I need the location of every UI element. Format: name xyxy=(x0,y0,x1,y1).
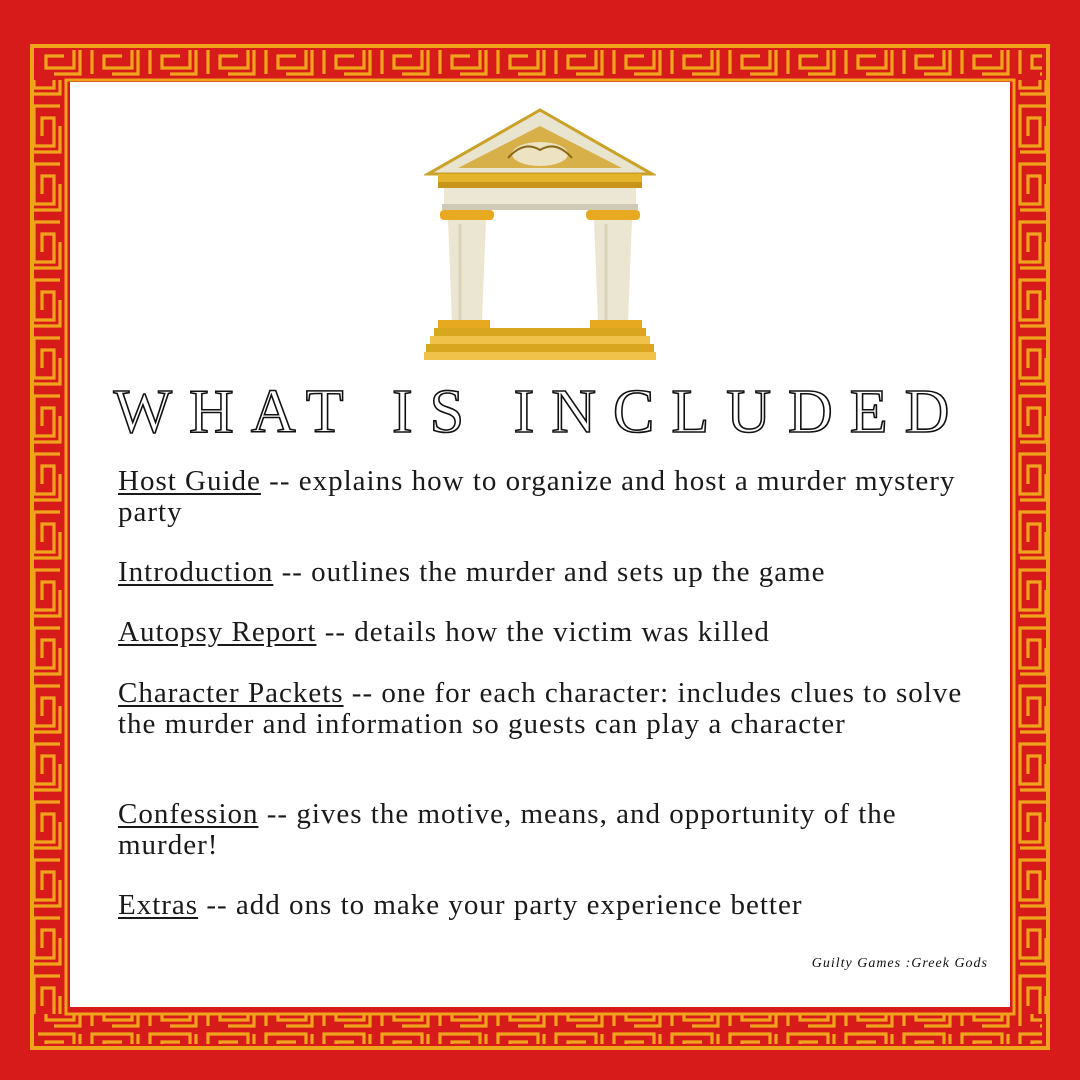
item-term: Confession xyxy=(118,798,259,830)
footer-credit: Guilty Games :Greek Gods xyxy=(811,956,988,971)
item-description: -- outlines the murder and sets up the game xyxy=(273,556,826,588)
item-term: Autopsy Report xyxy=(118,616,317,648)
list-item xyxy=(118,617,988,648)
item-term: Extras xyxy=(118,889,199,921)
list-item xyxy=(118,799,988,861)
item-term: Character Packets xyxy=(118,677,344,709)
greek-temple-icon xyxy=(424,106,656,362)
item-description: -- explains how to organize and host a murder mystery party xyxy=(118,465,956,528)
item-description: -- add ons to make your party experience better xyxy=(198,889,803,921)
item-description: -- one for each character: includes clues to solve the murder and information so guests can play a character xyxy=(118,677,963,740)
item-description: -- gives the motive, means, and opportunity of the murder! xyxy=(118,798,897,861)
list-item xyxy=(118,678,988,740)
list-item xyxy=(118,890,988,921)
list-item xyxy=(118,557,988,588)
item-term: Introduction xyxy=(118,556,274,588)
page-title: WHAT IS INCLUDED xyxy=(113,378,967,446)
list-item xyxy=(118,466,988,528)
item-description: -- details how the victim was killed xyxy=(316,616,770,648)
item-term: Host Guide xyxy=(118,465,261,497)
